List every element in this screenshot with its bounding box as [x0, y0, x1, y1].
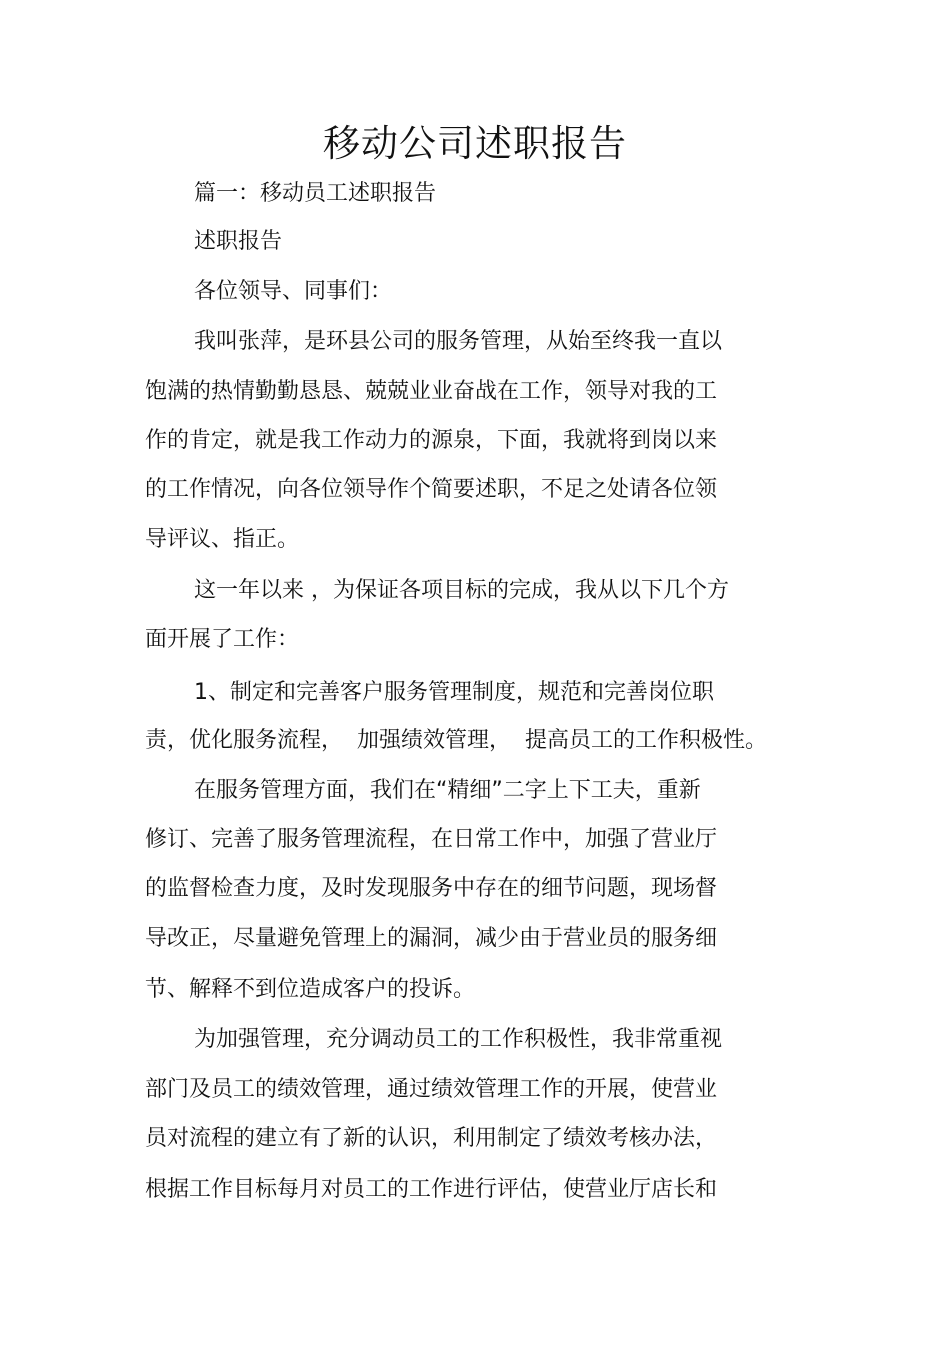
body-line: 员对流程的建立有了新的认识，利用制定了绩效考核办法，: [145, 1126, 718, 1151]
body-line: 根据工作目标每月对员工的工作进行评估，使营业厅店长和: [145, 1177, 718, 1202]
body-line: 责，优化服务流程， 加强绩效管理， 提高员工的工作积极性。: [145, 728, 767, 753]
body-line: 的监督检查力度，及时发现服务中存在的细节问题，现场督: [145, 876, 718, 901]
body-line: 我叫张萍，是环县公司的服务管理，从始至终我一直以: [194, 329, 723, 354]
report-subheading: 述职报告: [194, 229, 283, 254]
body-line: 作的肯定，就是我工作动力的源泉，下面，我就将到岗以来: [145, 428, 718, 453]
body-line: 节、解释不到位造成客户的投诉。: [145, 977, 476, 1002]
body-line: 1、制定和完善客户服务管理制度，规范和完善岗位职: [194, 680, 714, 705]
body-line: 导评议、指正。: [145, 527, 300, 552]
body-line: 部门及员工的绩效管理，通过绩效管理工作的开展，使营业: [145, 1077, 718, 1102]
body-line: 在服务管理方面，我们在“精细”二字上下工夫，重新: [194, 778, 701, 803]
body-line: 这一年以来 ，为保证各项目标的完成，我从以下几个方: [194, 578, 729, 603]
body-line: 的工作情况，向各位领导作个简要述职，不足之处请各位领: [145, 477, 718, 502]
body-line: 面开展了工作：: [145, 627, 300, 652]
document-title: 移动公司述职报告: [323, 122, 627, 165]
salutation: 各位领导、同事们：: [194, 279, 393, 304]
body-line: 为加强管理，充分调动员工的工作积极性，我非常重视: [194, 1027, 723, 1052]
body-line: 修订、完善了服务管理流程，在日常工作中，加强了营业厅: [145, 827, 718, 852]
body-line: 导改正，尽量避免管理上的漏洞，减少由于营业员的服务细: [145, 926, 718, 951]
body-line: 饱满的热情勤勤恳恳、兢兢业业奋战在工作，领导对我的工: [145, 379, 718, 404]
section-heading: 篇一：移动员工述职报告: [194, 181, 437, 206]
